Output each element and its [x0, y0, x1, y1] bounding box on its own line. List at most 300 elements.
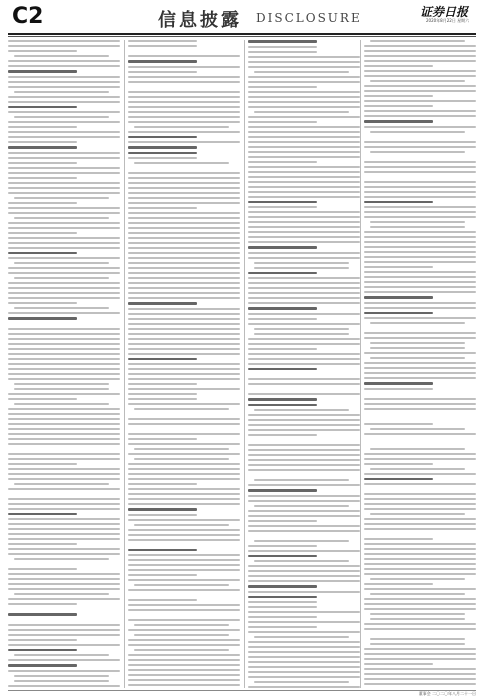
text-line: [128, 639, 240, 641]
paragraph-gap: [8, 619, 120, 624]
text-line: [8, 644, 120, 646]
paragraph-gap: [364, 156, 476, 161]
text-line: [8, 302, 77, 304]
newspaper-logo: 证券日报: [420, 5, 469, 19]
text-line: [8, 162, 77, 164]
text-line: [248, 626, 317, 628]
text-line: [248, 81, 360, 83]
text-line: [128, 242, 240, 244]
text-line: [8, 96, 120, 98]
text-line: [8, 81, 120, 83]
text-line: [8, 282, 120, 284]
text-line: [364, 653, 476, 655]
text-line: [248, 550, 360, 552]
text-line: [364, 588, 476, 590]
text-line: [254, 328, 349, 330]
text-line: [248, 363, 360, 365]
text-line: [128, 519, 240, 521]
text-line: [8, 413, 120, 415]
text-line: [364, 246, 476, 248]
text-line: [8, 242, 120, 244]
text-line: [370, 593, 465, 595]
text-line: [14, 307, 109, 309]
text-line: [254, 636, 349, 638]
text-line: [8, 353, 120, 355]
text-line: [128, 272, 240, 274]
text-line: [364, 573, 476, 575]
text-line: [364, 332, 476, 334]
text-line: [8, 538, 120, 540]
text-line: [8, 328, 120, 330]
text-line: [128, 328, 240, 330]
text-line: [248, 196, 360, 198]
text-line: [128, 498, 240, 500]
text-line: [8, 518, 120, 520]
text-line: [128, 121, 240, 123]
text-line: [128, 318, 240, 320]
text-line: [8, 207, 120, 209]
text-line: [128, 197, 240, 199]
text-line: [128, 333, 240, 335]
text-line: [8, 598, 120, 600]
text-line: [14, 388, 109, 390]
text-line: [364, 398, 476, 400]
text-line: [370, 428, 465, 430]
text-line: [8, 237, 120, 239]
text-line: [248, 323, 360, 325]
text-line: [14, 197, 109, 199]
text-line: [134, 448, 229, 450]
text-line: [8, 468, 120, 470]
text-line: [8, 438, 120, 440]
text-line: [248, 246, 317, 249]
text-line: [8, 287, 120, 289]
text-line: [248, 484, 360, 486]
text-line: [248, 510, 360, 512]
text-line: [364, 231, 476, 233]
text-line: [8, 685, 120, 687]
text-line: [364, 478, 433, 481]
text-line: [8, 45, 120, 47]
text-line: [248, 96, 360, 98]
text-line: [370, 468, 465, 470]
text-line: [128, 323, 240, 325]
text-line: [370, 151, 465, 153]
text-line: [364, 312, 433, 315]
text-line: [248, 686, 360, 688]
text-line: [128, 76, 240, 78]
text-line: [364, 286, 476, 288]
text-line: [248, 469, 360, 471]
text-line: [254, 71, 349, 73]
text-line: [128, 60, 197, 63]
text-line: [364, 352, 476, 354]
text-line: [248, 241, 360, 243]
issue-date: 2020年8月22日 星期六: [426, 18, 470, 23]
text-line: [364, 50, 476, 52]
text-line: [128, 187, 240, 189]
text-line: [364, 503, 476, 505]
text-line: [14, 55, 109, 57]
text-line: [248, 646, 360, 648]
text-line: [128, 493, 240, 495]
text-line: [248, 66, 360, 68]
text-line: [8, 227, 120, 229]
text-line: [364, 388, 433, 390]
text-line: [128, 403, 240, 405]
text-line: [128, 383, 197, 385]
text-line: [248, 419, 360, 421]
text-line: [248, 40, 317, 43]
text-line: [134, 649, 229, 651]
text-line: [128, 40, 197, 42]
text-line: [248, 459, 360, 461]
text-line: [248, 616, 317, 618]
text-line: [248, 570, 360, 572]
text-line: [8, 453, 120, 455]
text-line: [364, 608, 476, 610]
text-line: [8, 358, 120, 360]
text-line: [8, 378, 120, 380]
text-line: [370, 131, 465, 133]
text-line: [8, 583, 120, 585]
text-line: [128, 554, 240, 556]
text-line: [8, 272, 120, 274]
text-line: [364, 65, 433, 67]
text-line: [364, 266, 433, 268]
text-line: [364, 166, 476, 168]
text-line: [8, 624, 120, 626]
text-line: [370, 342, 465, 344]
text-line: [248, 252, 360, 254]
text-line: [364, 241, 476, 243]
text-line: [364, 276, 476, 278]
text-line: [254, 409, 349, 411]
header-rule-thin: [8, 36, 476, 37]
text-line: [248, 444, 360, 446]
text-line: [128, 609, 240, 611]
text-line: [8, 664, 77, 667]
text-line: [128, 674, 240, 676]
text-line: [128, 45, 197, 47]
text-line: [364, 663, 433, 665]
text-line: [8, 70, 77, 73]
text-line: [248, 101, 360, 103]
text-line: [248, 91, 360, 93]
text-line: [370, 643, 465, 645]
text-line: [248, 287, 360, 289]
text-line: [128, 418, 240, 420]
text-line: [14, 217, 109, 219]
text-line: [128, 398, 197, 400]
text-line: [248, 61, 360, 63]
text-line: [248, 525, 360, 527]
text-line: [14, 654, 109, 656]
paragraph-gap: [364, 176, 476, 181]
text-line: [8, 187, 120, 189]
text-line: [128, 116, 240, 118]
text-line: [8, 458, 120, 460]
text-line: [248, 343, 360, 345]
text-line: [364, 45, 476, 47]
text-line: [370, 578, 465, 580]
text-line: [364, 548, 476, 550]
text-line: [8, 312, 120, 314]
text-line: [8, 131, 120, 133]
text-line: [128, 343, 240, 345]
text-line: [364, 563, 476, 565]
section-title-en: DISCLOSURE: [256, 11, 362, 25]
text-line: [14, 675, 109, 677]
text-line: [248, 106, 360, 108]
text-column-3: [248, 40, 360, 688]
text-line: [364, 211, 476, 213]
text-line: [248, 116, 360, 118]
text-line: [8, 463, 77, 465]
text-line: [128, 604, 240, 606]
text-line: [128, 177, 240, 179]
text-line: [128, 111, 240, 113]
text-line: [8, 588, 120, 590]
text-line: [14, 91, 109, 93]
text-line: [8, 508, 120, 510]
text-line: [254, 505, 349, 507]
text-line: [128, 679, 240, 681]
text-line: [8, 222, 120, 224]
column-divider: [244, 40, 245, 688]
text-line: [128, 483, 197, 485]
text-line: [364, 115, 476, 117]
text-line: [8, 634, 120, 636]
text-line: [364, 95, 433, 97]
text-line: [128, 292, 240, 294]
text-line: [364, 372, 476, 374]
text-line: [248, 201, 317, 204]
text-line: [248, 302, 360, 304]
text-line: [128, 297, 240, 299]
text-line: [370, 221, 465, 223]
text-line: [364, 558, 476, 560]
text-line: [128, 423, 240, 425]
text-line: [128, 157, 197, 159]
text-line: [128, 368, 240, 370]
text-line: [128, 71, 197, 73]
text-line: [8, 146, 77, 149]
text-line: [14, 383, 109, 385]
text-line: [364, 367, 476, 369]
text-line: [128, 453, 240, 455]
text-line: [248, 383, 360, 385]
text-line: [364, 523, 476, 525]
text-line: [8, 503, 120, 505]
text-line: [128, 302, 197, 305]
text-line: [248, 495, 360, 497]
text-line: [8, 443, 120, 445]
text-line: [364, 568, 476, 570]
text-line: [364, 291, 476, 293]
text-line: [248, 171, 360, 173]
text-line: [128, 182, 240, 184]
text-line: [248, 656, 360, 658]
text-line: [364, 100, 476, 102]
text-line: [128, 96, 240, 98]
text-line: [364, 658, 476, 660]
text-line: [364, 90, 476, 92]
text-line: [248, 51, 317, 53]
text-line: [364, 307, 476, 309]
text-line: [128, 393, 197, 395]
text-line: [248, 641, 360, 643]
text-line: [248, 398, 317, 401]
text-line: [254, 262, 349, 264]
text-line: [8, 106, 77, 109]
text-line: [364, 60, 476, 62]
text-line: [14, 558, 109, 560]
text-line: [8, 568, 77, 570]
text-line: [14, 277, 109, 279]
text-line: [134, 408, 229, 410]
text-line: [128, 473, 240, 475]
text-line: [128, 131, 240, 133]
text-line: [370, 322, 465, 324]
text-line: [248, 161, 317, 163]
text-line: [14, 116, 109, 118]
text-line: [248, 393, 360, 395]
text-line: [8, 338, 120, 340]
text-line: [248, 414, 360, 416]
text-line: [8, 247, 120, 249]
text-line: [248, 46, 317, 48]
text-line: [364, 403, 476, 405]
text-line: [134, 584, 229, 586]
text-line: [248, 575, 360, 577]
text-line: [364, 453, 476, 455]
text-line: [128, 202, 240, 204]
text-line: [128, 549, 197, 552]
text-line: [248, 126, 360, 128]
text-line: [248, 580, 360, 582]
text-line: [8, 603, 77, 605]
text-line: [254, 681, 349, 683]
text-line: [128, 438, 197, 440]
text-line: [370, 40, 465, 42]
text-line: [128, 619, 240, 621]
text-line: [248, 56, 360, 58]
text-line: [128, 684, 240, 686]
text-line: [248, 353, 360, 355]
paragraph-gap: [364, 443, 476, 448]
paragraph-gap: [8, 493, 120, 498]
text-line: [364, 296, 433, 299]
text-line: [8, 317, 77, 320]
text-line: [128, 503, 240, 505]
column-divider: [360, 40, 361, 688]
text-line: [364, 126, 476, 128]
text-line: [128, 141, 240, 143]
text-line: [8, 76, 120, 78]
text-line: [248, 565, 360, 567]
text-line: [364, 408, 476, 410]
text-line: [8, 212, 120, 214]
text-line: [8, 373, 120, 375]
text-line: [8, 172, 120, 174]
text-line: [248, 277, 360, 279]
text-line: [248, 596, 317, 599]
text-line: [370, 357, 465, 359]
text-line: [364, 543, 476, 545]
text-line: [248, 500, 360, 502]
text-line: [128, 348, 240, 350]
text-line: [364, 623, 476, 625]
text-line: [364, 261, 476, 263]
text-line: [14, 680, 109, 682]
text-line: [248, 141, 360, 143]
footer-note: 董事会 二〇二〇年八月二十一日: [418, 691, 476, 696]
text-line: [364, 423, 433, 425]
page-number: C2: [12, 4, 44, 29]
paragraph-gap: [128, 544, 240, 549]
text-line: [254, 540, 349, 542]
text-line: [128, 106, 240, 108]
text-line: [8, 60, 120, 62]
text-line: [128, 574, 197, 576]
text-line: [8, 578, 120, 580]
text-line: [134, 624, 229, 626]
text-line: [248, 434, 317, 436]
text-line: [248, 121, 317, 123]
text-line: [128, 247, 240, 249]
text-line: [128, 373, 240, 375]
text-line: [364, 281, 476, 283]
text-line: [8, 167, 120, 169]
text-line: [8, 111, 120, 113]
text-line: [248, 454, 360, 456]
text-column-1: [8, 40, 120, 688]
paragraph-gap: [364, 418, 476, 423]
text-line: [254, 111, 349, 113]
text-line: [364, 206, 476, 208]
text-line: [364, 161, 476, 163]
text-line: [128, 136, 197, 139]
text-line: [364, 75, 476, 77]
text-line: [248, 424, 360, 426]
text-line: [364, 55, 476, 57]
text-line: [128, 277, 240, 279]
paragraph-gap: [128, 86, 240, 91]
text-line: [248, 661, 360, 663]
text-line: [364, 508, 476, 510]
text-line: [248, 166, 360, 168]
text-line: [254, 267, 349, 269]
text-line: [128, 232, 240, 234]
text-line: [248, 358, 360, 360]
text-line: [248, 211, 360, 213]
text-line: [8, 533, 120, 535]
article-columns: [8, 40, 476, 688]
text-line: [128, 488, 240, 490]
text-line: [128, 207, 197, 209]
column-divider: [124, 40, 125, 688]
text-line: [248, 666, 360, 668]
text-line: [128, 55, 240, 57]
text-line: [248, 146, 360, 148]
text-line: [8, 126, 77, 128]
text-line: [254, 479, 349, 481]
text-line: [128, 227, 240, 229]
text-line: [134, 126, 229, 128]
text-line: [128, 644, 240, 646]
text-line: [8, 659, 120, 661]
